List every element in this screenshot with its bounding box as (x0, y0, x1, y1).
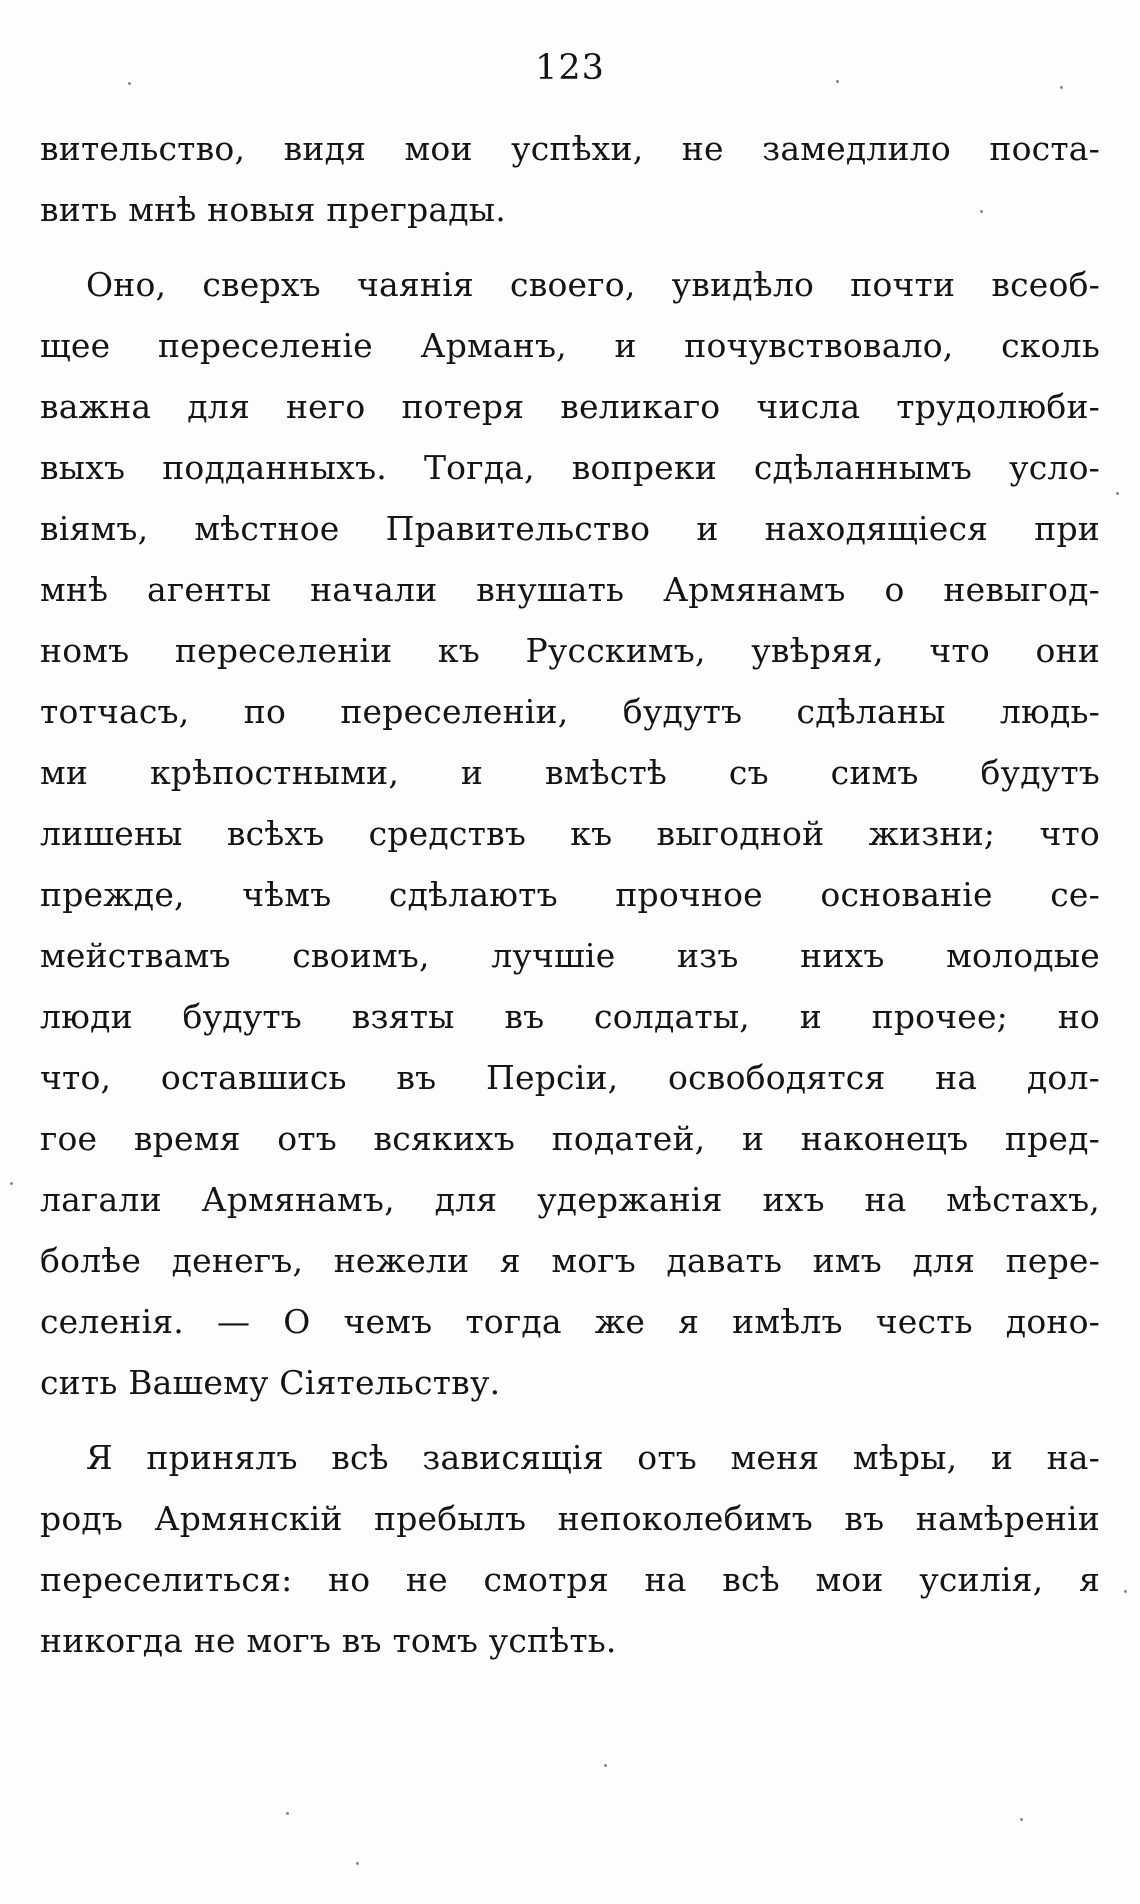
text-line: прежде, чѣмъ сдѣлаютъ прочное основаніе се- (40, 875, 1100, 914)
text-line: мействамъ своимъ, лучшіе изъ нихъ молодые (40, 936, 1100, 975)
text-line: родъ Армянскій пребылъ непоколебимъ въ намѣреніи (40, 1499, 1100, 1538)
text-line: Оно, сверхъ чаянія своего, увидѣло почти всеоб- (86, 265, 1100, 304)
text-line: болѣе денегъ, нежели я могъ давать имъ для пере- (40, 1241, 1100, 1280)
text-line: сить Вашему Сіятельству. (40, 1363, 501, 1402)
paper-speck (286, 1812, 289, 1815)
paper-speck (1124, 1590, 1127, 1593)
paper-speck (128, 82, 131, 85)
paper-speck (980, 210, 983, 213)
paragraph-2 (40, 254, 1100, 1413)
text-line: никогда не могъ въ томъ успѣть. (40, 1621, 617, 1660)
paragraph-3 (40, 1427, 1100, 1671)
text-line: номъ переселеніи къ Русскимъ, увѣряя, что они (40, 631, 1100, 670)
text-line: люди будутъ взяты въ солдаты, и прочее; но (40, 997, 1100, 1036)
text-line: щее переселеніе Арманъ, и почувствовало, сколь (40, 326, 1100, 365)
text-line: селенія. — О чемъ тогда же я имѣлъ честь доно- (40, 1302, 1100, 1341)
page-number: 123 (535, 48, 605, 88)
text-line: переселиться: но не смотря на всѣ мои усилія, я (40, 1560, 1100, 1599)
paper-speck (10, 1182, 13, 1185)
paper-speck (1020, 1818, 1023, 1821)
text-line: вить мнѣ новыя преграды. (40, 190, 506, 229)
paper-speck (836, 80, 839, 83)
text-line: важна для него потеря великаго числа трудолюби- (40, 387, 1100, 426)
text-line: ми крѣпостными, и вмѣстѣ съ симъ будутъ (40, 753, 1100, 792)
text-line: мнѣ агенты начали внушать Армянамъ о невыгод- (40, 570, 1100, 609)
text-line: віямъ, мѣстное Правительство и находящіеся при (40, 509, 1100, 548)
paper-speck (1060, 86, 1063, 89)
text-line: вительство, видя мои успѣхи, не замедлило поста- (40, 129, 1100, 168)
paper-speck (356, 1862, 359, 1865)
text-line: Я принялъ всѣ зависящія отъ меня мѣры, и на- (86, 1438, 1100, 1477)
text-line: гое время отъ всякихъ податей, и наконецъ пред- (40, 1119, 1100, 1158)
text-line: выхъ подданныхъ. Тогда, вопреки сдѣланнымъ усло- (40, 448, 1100, 487)
paragraph-1 (40, 118, 1100, 240)
paper-speck (1116, 492, 1119, 495)
text-line: лишены всѣхъ средствъ къ выгодной жизни; что (40, 814, 1100, 853)
page-text (40, 118, 1100, 1671)
paper-speck (604, 1764, 607, 1767)
text-line: что, оставшись въ Персіи, освободятся на дол- (40, 1058, 1100, 1097)
text-line: лагали Армянамъ, для удержанія ихъ на мѣстахъ, (40, 1180, 1100, 1219)
text-line: тотчасъ, по переселеніи, будутъ сдѣланы людь- (40, 692, 1100, 731)
